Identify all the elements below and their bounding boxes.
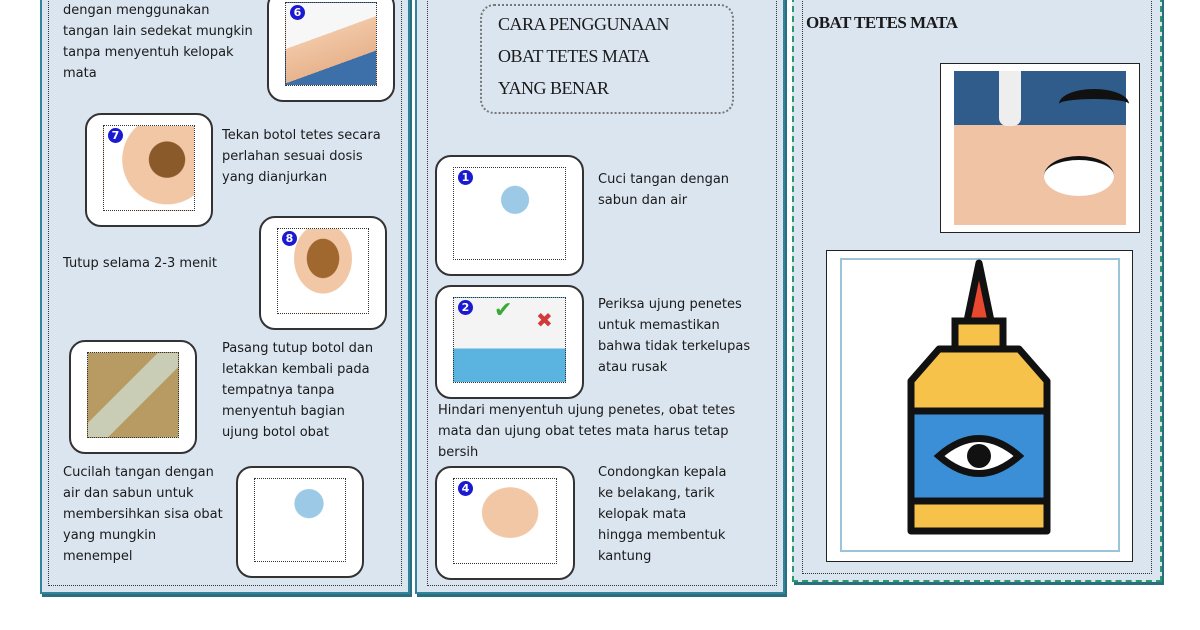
eye-drop-bottle-icon [827,251,1132,561]
step8-text: Tutup selama 2-3 menit [63,256,218,271]
step1-image [435,155,584,276]
step-number-badge: 4 [458,481,473,496]
step-number-badge: 7 [108,128,123,143]
page-title: CARA PENGGUNAAN OBAT TETES MATA YANG BENAR [498,14,670,98]
check-icon: ✔ [494,298,513,323]
step-number-badge: 6 [290,5,305,20]
step10-text: Cucilah tangan dengan air dan sabun untuk membersihkan sisa obat yang mungkin menempel [63,465,223,564]
step10-image [236,466,364,578]
step7-image [85,113,213,227]
step8-image [259,216,387,330]
step6-image [267,0,395,102]
step-number-badge: 8 [282,231,297,246]
step1-text: Cuci tangan dengan sabun dan air [598,172,730,208]
step2-text: Periksa ujung penetes untuk memastikan bahwa tidak terkelupas atau rusak [598,297,751,375]
step9-text: Pasang tutup botol dan letakkan kembali pada tempatnya tanpa menyentuh bagian ujung botol obat [222,341,374,440]
step4-image [435,466,575,580]
eye-drop-illustration [940,63,1140,233]
step-number-badge: 1 [458,170,473,185]
step4-text: Condongkan kepala ke belakang, tarik kelopak mata hingga membentuk kantung [598,465,727,564]
step7-text: Tekan botol tetes secara perlahan sesuai dosis yang dianjurkan [222,128,381,185]
step-number-badge: 2 [458,300,473,315]
step9-image [69,340,197,454]
right-title: OBAT TETES MATA [806,13,958,32]
cross-icon: ✖ [536,308,553,332]
step2-image [435,285,584,399]
step6-text: dengan menggunakan tangan lain sedekat mungkin tanpa menyentuh kelopak mata [63,3,253,81]
eye-drop-bottle-illustration [826,250,1133,562]
step3-text: Hindari menyentuh ujung penetes, obat tetes mata dan ujung obat tetes mata harus tetap bersih [438,403,736,460]
